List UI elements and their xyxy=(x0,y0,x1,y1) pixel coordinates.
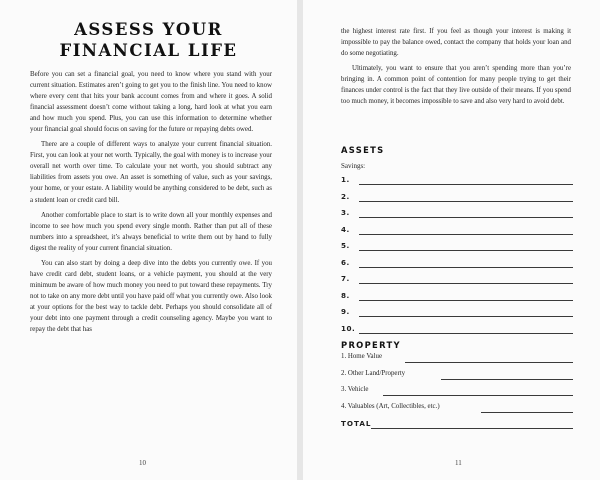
savings-line-number: 7. xyxy=(341,274,350,283)
left-page xyxy=(0,0,297,480)
savings-line-7[interactable] xyxy=(341,274,573,288)
savings-line-4[interactable] xyxy=(341,225,573,239)
property-line-other-land[interactable] xyxy=(341,370,573,384)
write-in-rule xyxy=(359,283,573,284)
write-in-rule xyxy=(405,362,573,363)
savings-line-9[interactable] xyxy=(341,307,573,321)
savings-line-number: 5. xyxy=(341,241,350,250)
write-in-rule xyxy=(359,217,573,218)
savings-line-10[interactable] xyxy=(341,324,573,338)
left-body-text xyxy=(30,69,272,339)
savings-line-number: 8. xyxy=(341,290,350,300)
paragraph-expenses: Another comfortable place to start is to write down all your monthly expenses and income to see how much you spend every single month. Rather than put all of these numbers into a spreadsheet, it’s always beneficial to write them out by hand to fully digest the reality of your current financial situation. xyxy=(30,211,272,252)
write-in-rule xyxy=(359,300,573,301)
write-in-rule xyxy=(481,412,573,413)
chapter-title-line-2: FINANCIAL LIFE xyxy=(59,41,238,60)
savings-label: Savings: xyxy=(341,162,366,170)
property-heading: PROPERTY xyxy=(341,340,401,350)
property-line-home-value[interactable] xyxy=(341,353,573,367)
savings-line-3[interactable] xyxy=(341,208,573,222)
total-label: TOTAL xyxy=(341,419,372,428)
savings-line-number: 3. xyxy=(341,208,350,217)
property-label: 4. Valuables (Art, Collectibles, etc.) xyxy=(341,402,440,410)
property-label: 1. Home Value xyxy=(341,353,383,360)
write-in-rule xyxy=(383,395,573,396)
property-label: 3. Vehicle xyxy=(341,386,369,393)
write-in-rule xyxy=(359,333,573,334)
savings-line-6[interactable] xyxy=(341,258,573,272)
total-line[interactable] xyxy=(341,419,573,433)
write-in-rule xyxy=(359,234,573,235)
chapter-title-line-1: ASSESS YOUR xyxy=(74,20,223,39)
savings-line-number: 10. xyxy=(341,323,356,333)
savings-line-number: 2. xyxy=(341,191,350,201)
right-body-text xyxy=(341,26,571,111)
write-in-rule xyxy=(359,201,573,202)
paragraph-continued: the highest interest rate first. If you feel as though your interest is making it impossible to pay the balance owed, contact the company that holds your loan and do some negotiating. xyxy=(341,28,571,58)
property-line-vehicle[interactable] xyxy=(341,386,573,400)
write-in-rule xyxy=(359,267,573,268)
write-in-rule xyxy=(359,250,573,251)
write-in-rule xyxy=(359,316,573,317)
savings-line-2[interactable] xyxy=(341,192,573,206)
property-line-valuables[interactable] xyxy=(341,403,573,417)
savings-line-number: 1. xyxy=(341,175,350,184)
write-in-rule xyxy=(359,184,573,185)
page-number-right: 11 xyxy=(455,459,462,467)
page-number-left: 10 xyxy=(139,459,146,467)
savings-line-5[interactable] xyxy=(341,241,573,255)
savings-line-1[interactable] xyxy=(341,175,573,189)
savings-line-8[interactable] xyxy=(341,291,573,305)
paragraph-net-worth: There are a couple of different ways to analyze your current financial situation. First, you can look at your net worth. Typically, the goal with money is to increase your overall net worth over time. To calculate your net worth, you should subtract any liabilities from assets you owe. An asset is something of value, such as your savings, your home, or your estate. A liability would be anything considered to be debt, such as a student loan or credit card bill. xyxy=(30,141,272,204)
paragraph-debts: You can also start by doing a deep dive into the debts you currently owe. If you have credit card debt, student loans, or a vehicle payment, you should at the very minimum be aware of how much money you need to put toward these repayments. Try not to take on any more debt until you have paid off what you currently owe. Also look at your options for the best way to tackle debt. Perhaps you should consolidate all of your debt into one payment through a credit counseling agency. Maybe you want to repay the debt that has xyxy=(30,259,272,334)
write-in-rule xyxy=(441,379,573,380)
savings-line-number: 9. xyxy=(341,307,350,316)
property-label: 2. Other Land/Property xyxy=(341,369,406,377)
write-in-rule xyxy=(371,428,573,429)
savings-line-number: 6. xyxy=(341,257,350,267)
savings-line-number: 4. xyxy=(341,224,350,234)
paragraph-intro: Before you can set a financial goal, you need to know where you stand with your current situation. Estimates aren’t going to get you to the finish line. You need to know where every cent that hits your bank account comes from and where it goes. A solid financial assessment doesn’t come without taking a long, hard look at what you earn and how much you spend. Plus, you can use this information to determine whether your financial goal should focus on saving for the future or repaying debts owed. xyxy=(30,71,272,134)
paragraph-ultimately: Ultimately, you want to ensure that you aren’t spending more than you’re bringing in. A common point of contention for many people trying to get their finances under control is the fact that they live outside of their means. If you spend too much money, it becomes impossible to save and also very hard to avoid debt. xyxy=(341,65,571,106)
assets-heading: ASSETS xyxy=(341,145,385,155)
